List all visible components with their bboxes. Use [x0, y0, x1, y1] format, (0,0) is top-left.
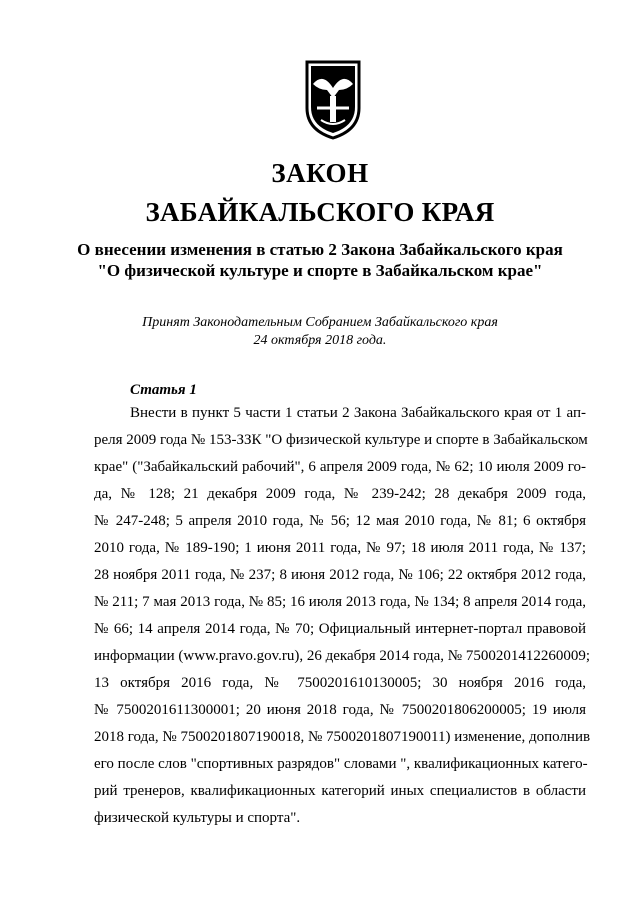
article-text-line: крае" ("Забайкальский рабочий", 6 апреля 2009 года, № 62; 10 июля 2009 го- — [94, 459, 586, 475]
article-text-line: № 7500201611300001; 20 июня 2018 года, № 7500201806200005; 19 июля — [94, 702, 586, 718]
article-text-line: да, № 128; 21 декабря 2009 года, № 239-242; 28 декабря 2009 года, — [94, 486, 586, 502]
article-text-line: его после слов "спортивных разрядов" словами ", квалификационных катего- — [94, 756, 588, 772]
article-text-line: 2018 года, № 7500201807190018, № 7500201807190011) изменение, дополнив — [94, 729, 591, 745]
article-text-line: информации (www.pravo.gov.ru), 26 декабря 2014 года, № 7500201412260009; — [94, 648, 591, 664]
article-text-line: реля 2009 года № 153-ЗЗК "О физической культуре и спорте в Забайкальском — [94, 432, 588, 448]
article-text-line: физической культуры и спорта". — [94, 810, 301, 826]
article-text-line: 13 октября 2016 года, № 7500201610130005; 30 ноября 2016 года, — [94, 675, 586, 691]
article-text-line: 28 ноября 2011 года, № 237; 8 июня 2012 года, № 106; 22 октября 2012 года, — [94, 567, 586, 583]
article-text-line: 2010 года, № 189-190; 1 июня 2011 года, № 97; 18 июля 2011 года, № 137; — [94, 540, 586, 556]
coat-of-arms-icon — [303, 58, 363, 140]
article-text-line: № 66; 14 апреля 2014 года, № 70; Официальный интернет-портал правовой — [94, 621, 586, 637]
law-subtitle-line2: "О физической культуре и спорте в Забайкальском крае" — [97, 261, 543, 280]
article-text-line: рий тренеров, квалификационных категорий иных специалистов в области — [94, 783, 586, 799]
article-text-line: Внести в пункт 5 части 1 статьи 2 Закона Забайкальского края от 1 ап- — [130, 405, 586, 421]
article-text-line: № 247-248; 5 апреля 2010 года, № 56; 12 мая 2010 года, № 81; 6 октября — [94, 513, 586, 529]
article-heading: Статья 1 — [130, 382, 197, 398]
law-title: ЗАКОН — [271, 158, 369, 188]
law-region-title: ЗАБАЙКАЛЬСКОГО КРАЯ — [145, 197, 495, 227]
adoption-note-line1: Принят Законодательным Собранием Забайкальского края — [142, 315, 498, 330]
law-subtitle-line1: О внесении изменения в статью 2 Закона Забайкальского края — [77, 240, 563, 259]
article-text-line: № 211; 7 мая 2013 года, № 85; 16 июля 2013 года, № 134; 8 апреля 2014 года, — [94, 594, 586, 610]
adoption-date: 24 октября 2018 года. — [253, 333, 387, 348]
